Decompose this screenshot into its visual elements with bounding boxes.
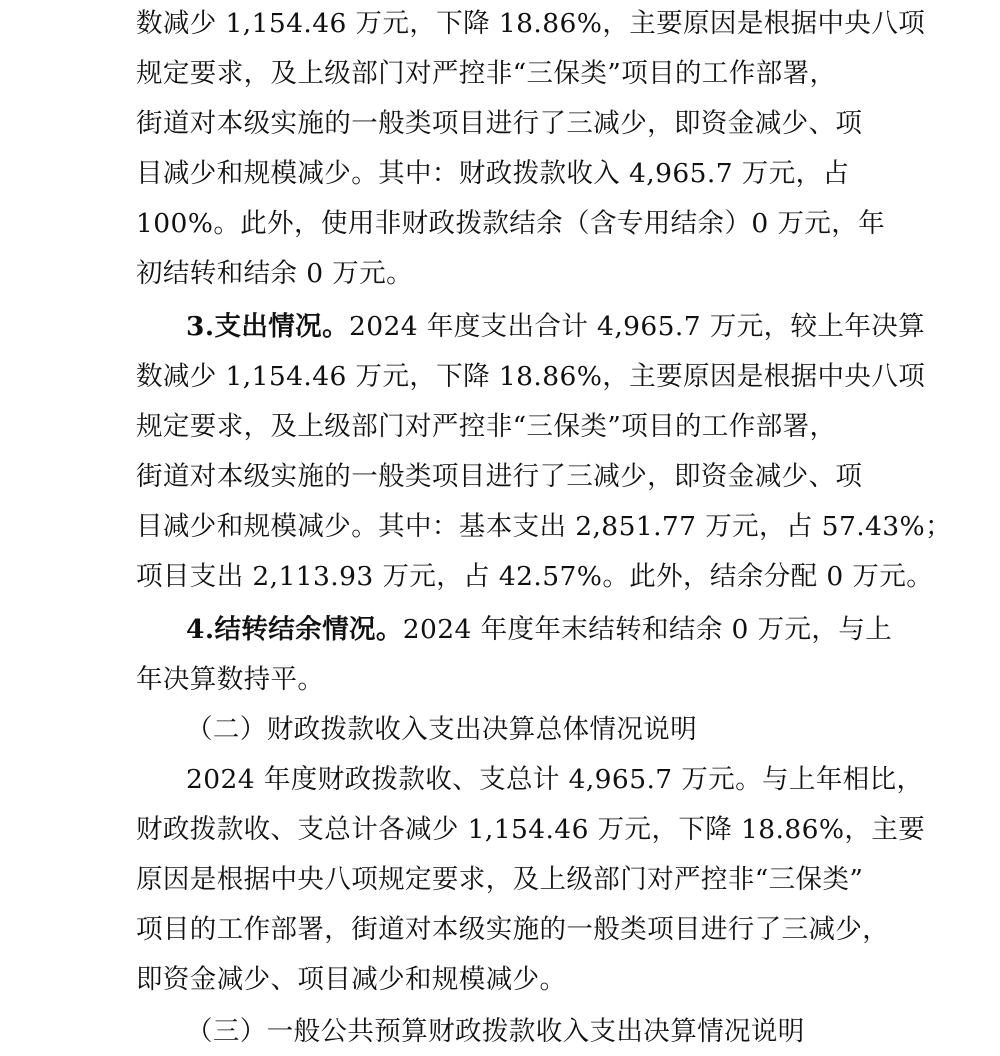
section-3-first-line <box>186 307 926 347</box>
section-3-first-text: 2024 年度支出合计 4,965.7 万元，较上年决算 <box>348 311 926 342</box>
paragraph-line: 目减少和规模减少。其中：基本支出 2,851.77 万元，占 57.43%； <box>136 511 953 542</box>
paragraph-line: 数减少 1,154.46 万元，下降 18.86%，主要原因是根据中央八项 <box>136 8 926 39</box>
paragraph-line: 街道对本级实施的一般类项目进行了三减少，即资金减少、项 <box>136 108 863 139</box>
paragraph-line: 规定要求，及上级部门对严控非“三保类”项目的工作部署， <box>136 411 837 442</box>
paragraph-line: 项目的工作部署，街道对本级实施的一般类项目进行了三减少， <box>136 914 890 945</box>
paragraph-line: 100%。此外，使用非财政拨款结余（含专用结余）0 万元，年 <box>136 208 886 239</box>
paragraph-line: 即资金减少、项目减少和规模减少。 <box>136 964 567 995</box>
paragraph-line: 规定要求，及上级部门对严控非“三保类”项目的工作部署， <box>136 58 837 89</box>
paragraph-line: 目减少和规模减少。其中：财政拨款收入 4,965.7 万元，占 <box>136 158 850 189</box>
paragraph-line: 年决算数持平。 <box>136 664 325 695</box>
paragraph-line: 原因是根据中央八项规定要求，及上级部门对严控非“三保类” <box>136 864 864 895</box>
paragraph-line: 2024 年度财政拨款收、支总计 4,965.7 万元。与上年相比， <box>186 764 924 795</box>
paragraph-line: 项目支出 2,113.93 万元，占 42.57%。此外，结余分配 0 万元。 <box>136 561 934 592</box>
subsection-3-heading: （三）一般公共预算财政拨款收入支出决算情况说明 <box>186 1016 805 1047</box>
section-4-heading: 4.结转结余情况。 <box>186 614 403 645</box>
section-3-heading: 3.支出情况。 <box>186 311 349 342</box>
paragraph-line: 财政拨款收、支总计各减少 1,154.46 万元，下降 18.86%，主要 <box>136 814 926 845</box>
paragraph-line: 街道对本级实施的一般类项目进行了三减少，即资金减少、项 <box>136 461 863 492</box>
paragraph-line: 数减少 1,154.46 万元，下降 18.86%，主要原因是根据中央八项 <box>136 361 926 392</box>
section-4-first-line <box>186 610 893 650</box>
subsection-2-heading: （二）财政拨款收入支出决算总体情况说明 <box>186 714 698 745</box>
paragraph-line: 初结转和结余 0 万元。 <box>136 258 414 289</box>
section-4-first-text: 2024 年度年末结转和结余 0 万元，与上 <box>402 614 893 645</box>
